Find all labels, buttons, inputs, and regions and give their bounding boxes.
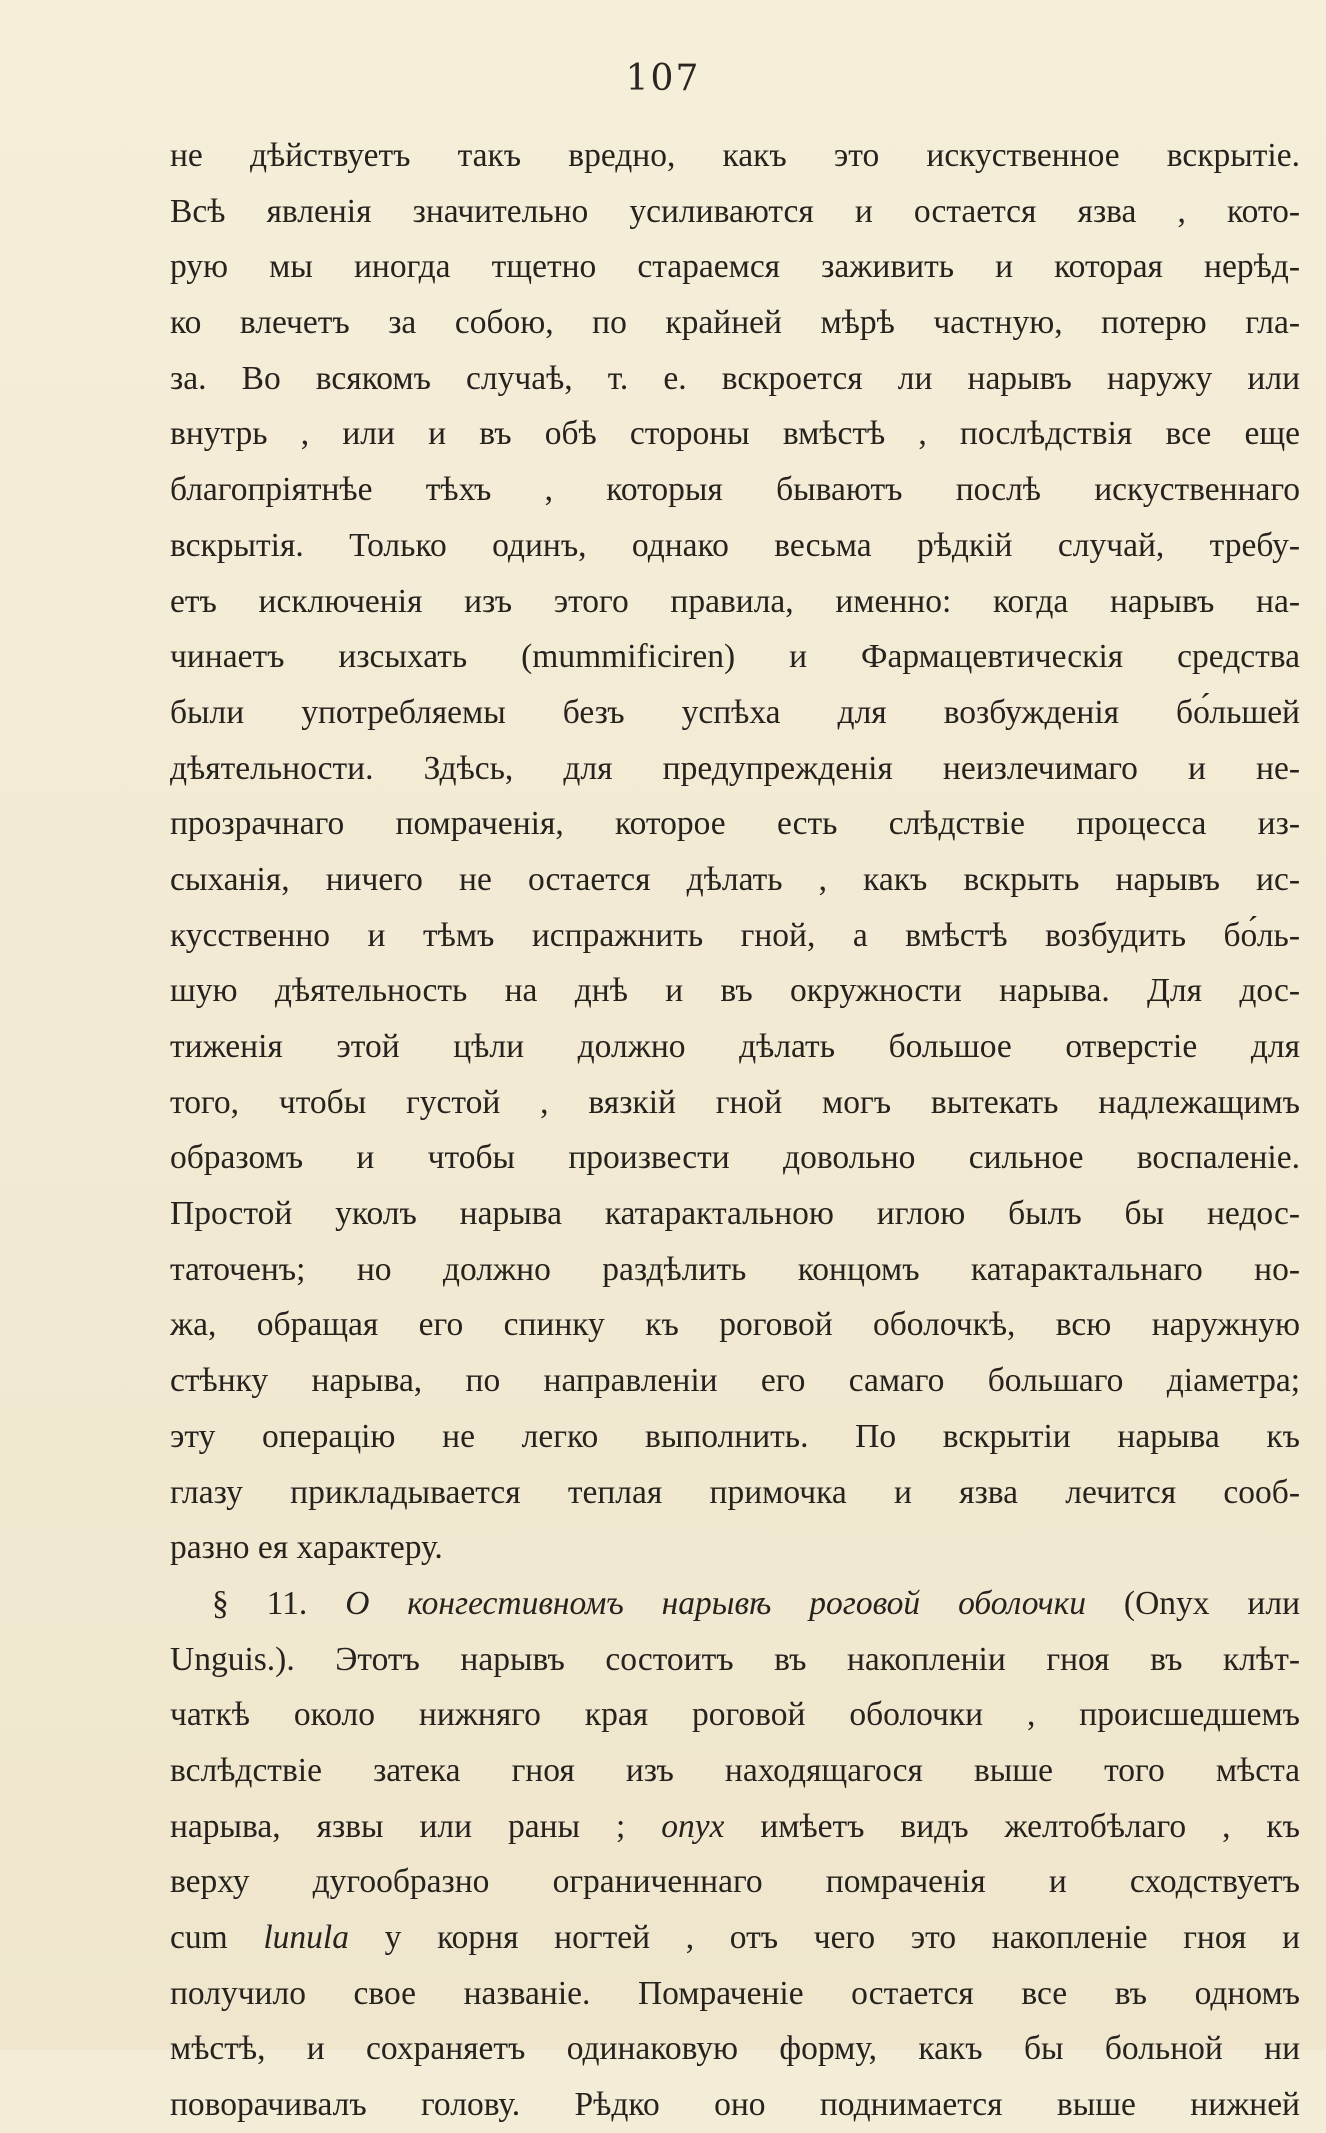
text-line [170,796,1300,852]
text-line [170,963,1300,1019]
line-text: имѣетъ видъ желтобѣлаго , къ [724,1807,1300,1845]
line-text: Простой уколъ нарыва катарактальною иглою былъ бы недос- [170,1195,1300,1233]
line-text: разно ея характеру. [170,1529,443,1567]
text-line [170,1687,1300,1743]
line-text: дѣятельности. Здѣсь, для предупрежденія неизлечимаго и не- [170,749,1300,787]
line-text: образомъ и чтобы произвести довольно сильное воспаленіе. [170,1139,1300,1177]
text-line [170,685,1300,741]
line-text: жа, обращая его спинку къ роговой оболочкѣ, всю наружную [170,1306,1300,1344]
italic-text: lunula [263,1919,349,1956]
line-text: рую мы иногда тщетно стараемся заживить и которая нерѣд- [170,248,1300,286]
text-line [170,351,1300,407]
text-line [170,1576,1300,1632]
text-line [170,741,1300,797]
line-text: стѣнку нарыва, по направленіи его самаго большаго діаметра; [170,1362,1300,1400]
line-text: вскрытія. Только одинъ, однако весьма рѣдкій случай, требу- [170,526,1300,564]
italic-text: onyx [661,1807,725,1845]
line-text: ко влечетъ за собою, по крайней мѣрѣ частную, потерю гла- [170,304,1300,342]
line-text: эту операцію не легко выполнить. По вскрытіи нарыва къ [170,1417,1300,1455]
text-line [170,1465,1300,1521]
text-line [170,852,1300,908]
text-line [170,239,1300,295]
text-line [170,184,1300,240]
line-text: сыханія, ничего не остается дѣлать , какъ вскрыть нарывъ ис- [170,860,1300,898]
line-text: cum [170,1919,264,1956]
line-text: нарыва, язвы или раны ; [170,1807,662,1845]
text-line [170,1409,1300,1465]
text-line [170,295,1300,351]
line-text: глазу прикладывается теплая примочка и язва лечится сооб- [170,1473,1300,1511]
line-text: кусственно и тѣмъ испражнить гной, а вмѣстѣ возбудить бо́ль- [170,916,1300,954]
text-line [170,908,1300,964]
text-line [170,1353,1300,1409]
line-text: тиженія этой цѣли должно дѣлать большое отверстіе для [170,1028,1300,1065]
line-text: вслѣдствіе затека гноя изъ находящагося выше того мѣста [170,1751,1300,1789]
line-text: получило свое названіе. Помраченіе остается все въ одномъ [170,1974,1300,2012]
text-line [170,629,1300,685]
line-text: благопріятнѣе тѣхъ , которыя бываютъ послѣ искуственнаго [170,471,1300,509]
line-text: прозрачнаго помраченія, которое есть слѣдствіе процесса из- [170,805,1300,843]
body-text [170,128,1300,2133]
line-text: Всѣ явленія значительно усиливаются и остается язва , кото- [170,192,1300,230]
text-line [170,518,1300,574]
text-line [170,128,1300,184]
line-text: шую дѣятельность на днѣ и въ окружности нарыва. Для дос- [170,972,1300,1010]
line-text: у корня ногтей , отъ чего это накопленіе гноя и [348,1919,1300,1956]
text-line [170,1520,1300,1576]
text-line [170,462,1300,518]
line-text: чаткѣ около нижняго края роговой оболочки , происшедшемъ [170,1696,1300,1734]
page-number: 107 [625,58,701,99]
line-text: не дѣйствуетъ такъ вредно, какъ это искуственное вскрытіе. [170,137,1300,174]
line-text: чинаетъ изсыхать (mummificiren) и Фармацевтическія средства [170,638,1300,676]
line-text: внутрь , или и въ обѣ стороны вмѣстѣ , послѣдствія все еще [170,415,1300,453]
text-line [170,2021,1300,2077]
text-line [170,574,1300,630]
text-line [170,1075,1300,1131]
text-line [170,1186,1300,1242]
text-line [170,1854,1300,1910]
text-line [170,1910,1300,1966]
text-line [170,1632,1300,1688]
line-text: (Onyx или [1086,1584,1300,1622]
text-line [170,1966,1300,2022]
text-line [170,406,1300,462]
line-text: § 11. [212,1584,346,1622]
line-text: верху дугообразно ограниченнаго помраченія и сходствуетъ [170,1863,1300,1901]
line-text: того, чтобы густой , вязкій гной могъ вытекать надлежащимъ [170,1083,1300,1121]
text-line [170,2077,1300,2133]
line-text: Unguis.). Этотъ нарывъ состоитъ въ накопленіи гноя въ клѣт- [170,1640,1300,1678]
line-text: таточенъ; но должно раздѣлить концомъ катарактальнаго но- [170,1250,1300,1288]
line-text: за. Во всякомъ случаѣ, т. е. вскроется ли нарывъ наружу или [170,359,1300,397]
line-text: поворачивалъ голову. Рѣдко оно поднимается выше нижней [170,2086,1300,2124]
text-line [170,1297,1300,1353]
text-line [170,1019,1300,1075]
text-line [170,1242,1300,1298]
text-line [170,1743,1300,1799]
italic-text: О конгестивномъ нарывѣ роговой оболочки [345,1584,1087,1622]
line-text: были употребляемы безъ успѣха для возбужденія бо́льшей [170,693,1300,731]
text-line [170,1799,1300,1855]
line-text: мѣстѣ, и сохраняетъ одинаковую форму, какъ бы больной ни [170,2030,1300,2068]
line-text: етъ исключенія изъ этого правила, именно: когда нарывъ на- [170,582,1300,620]
text-line [170,1130,1300,1186]
